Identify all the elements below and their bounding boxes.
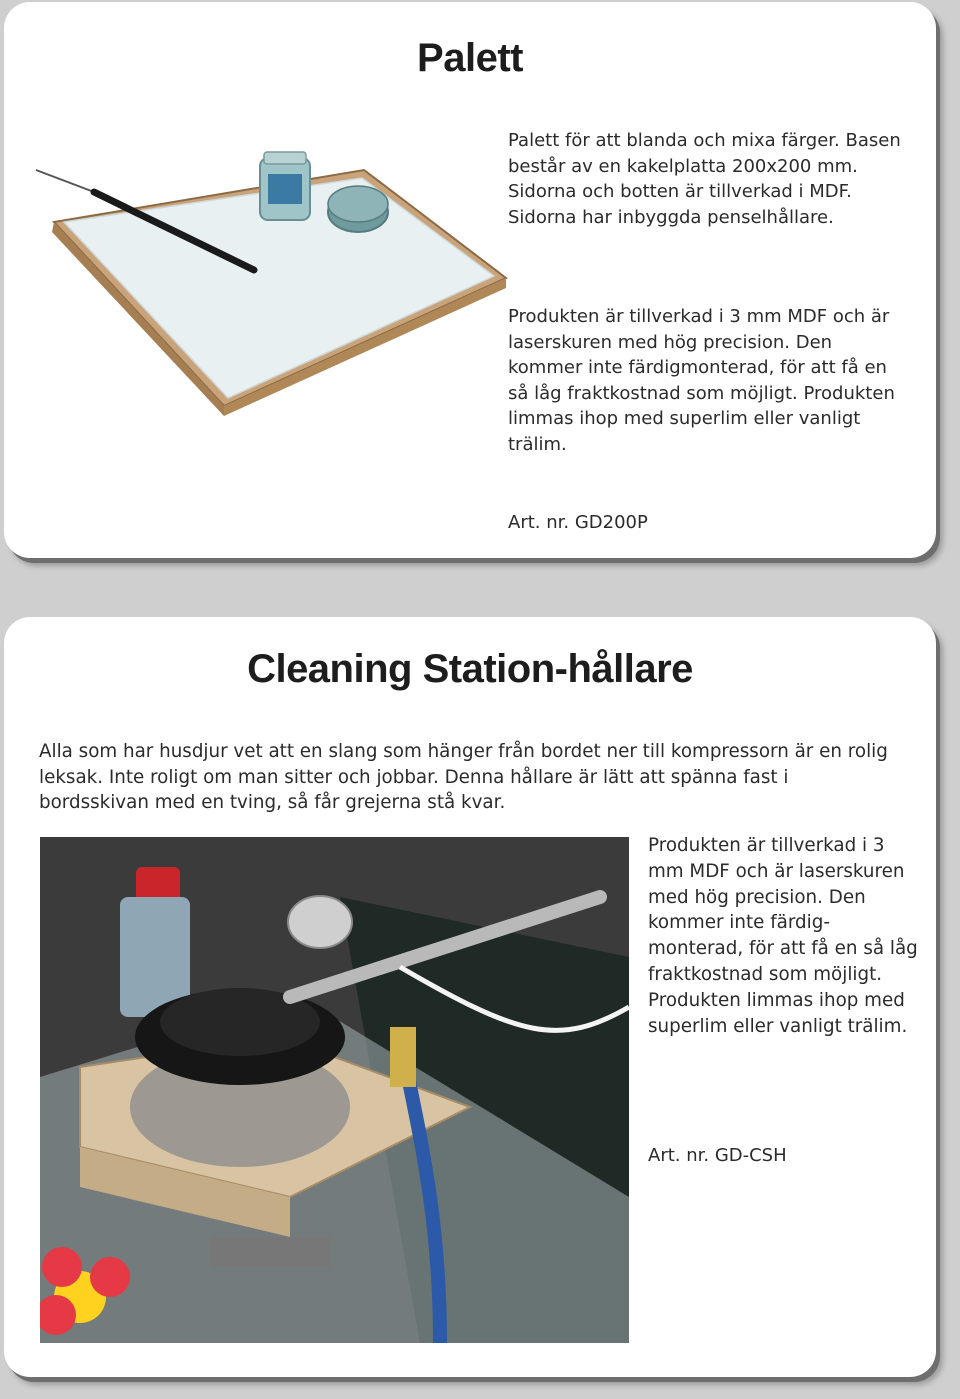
- palett-title: Palett: [417, 36, 523, 80]
- palett-card: [4, 2, 936, 558]
- cleaning-station-article-number: Art. nr. GD-CSH: [648, 1145, 787, 1166]
- cleaning-station-photo: [40, 837, 629, 1343]
- cleaning-station-card: [4, 617, 936, 1377]
- cleaning-station-intro: Alla som har husdjur vet att en slang som hänger från bordet ner till kompressorn är en rolig leksak. Inte roligt om man sitter och jobbar. Denna hållare är lätt att spänna fast i bordsskivan med en tving, så får grejerna stå kvar.: [39, 741, 888, 813]
- palett-description: Palett för att blanda och mixa färger. Basen består av en kakelplatta 200x200 mm. Sidorna och botten är tillverkad i MDF. Sidorna har inbyggda penselhållare.: [508, 130, 901, 228]
- palett-article-number: Art. nr. GD200P: [508, 512, 648, 533]
- palett-material-description: Produkten är tillverkad i 3 mm MDF och är laserskuren med hög precision. Den kommer inte färdigmonterad, för att få en så låg fraktkostnad som möjligt. Produkten limmas ihop med superlim eller vanligt trälim.: [508, 306, 895, 455]
- cleaning-station-title: Cleaning Station-hållare: [247, 647, 693, 691]
- palette-product-image: [24, 130, 524, 430]
- cleaning-station-material-description: Produkten är tillverkad i 3 mm MDF och är laserskuren med hög precision. Den kommer inte färdig-monterad, för att få en så låg fraktkostnad som möjligt. Produkten limmas ihop med superlim eller vanligt trälim.: [648, 835, 918, 1037]
